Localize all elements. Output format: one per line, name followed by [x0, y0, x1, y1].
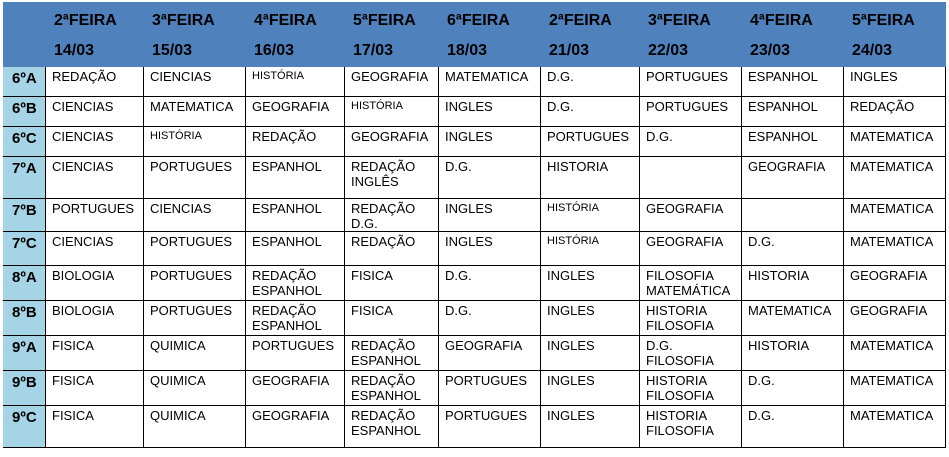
subject-name: MATEMATICA [850, 129, 934, 144]
subject-cell [541, 127, 640, 157]
subject-name: FISICA [52, 408, 94, 423]
subject-cell [46, 266, 144, 301]
subject-cell [144, 67, 246, 97]
day-name: 2ªFEIRA [549, 12, 612, 29]
subject-name: INGLES [547, 268, 595, 283]
subject-cell [144, 157, 246, 199]
subject-name: MATEMÁTICA [646, 283, 731, 298]
subject-cell [345, 67, 439, 97]
subject-cell [144, 199, 246, 232]
subject-name: REDAÇÃO [850, 99, 915, 114]
subject-cell [844, 266, 946, 301]
subject-name: D.G. [445, 268, 472, 283]
subject-name: MATEMATICA [445, 69, 529, 84]
day-header [345, 3, 439, 67]
class-label: 6ºC [4, 127, 46, 157]
subject-cell [742, 67, 844, 97]
class-label: 8ºA [4, 266, 46, 301]
subject-cell [246, 266, 345, 301]
subject-cell [439, 301, 541, 336]
subject-name: REDAÇÃO [252, 303, 317, 318]
subject-name: ESPANHOL [252, 283, 322, 298]
subject-name: FISICA [52, 373, 94, 388]
subject-cell [246, 127, 345, 157]
subject-name: PORTUGUES [445, 373, 528, 388]
subject-cell [46, 301, 144, 336]
subject-cell [439, 266, 541, 301]
subject-cell [742, 406, 844, 448]
subject-cell [144, 301, 246, 336]
subject-name: PORTUGUES [150, 159, 233, 174]
subject-cell [345, 336, 439, 371]
subject-cell [844, 336, 946, 371]
subject-cell [246, 157, 345, 199]
subject-cell [345, 199, 439, 232]
subject-cell [345, 97, 439, 127]
subject-cell [46, 157, 144, 199]
subject-name: INGLES [445, 129, 493, 144]
subject-cell [439, 127, 541, 157]
subject-cell [144, 266, 246, 301]
subject-cell [246, 67, 345, 97]
subject-name: HISTÓRIA [547, 202, 599, 214]
subject-name: INGLES [445, 99, 493, 114]
class-label: 7ºB [4, 199, 46, 232]
day-date: 23/03 [750, 42, 791, 59]
subject-cell [640, 406, 742, 448]
subject-name: REDAÇÃO [252, 129, 317, 144]
subject-name: BIOLOGIA [52, 303, 115, 318]
subject-cell [541, 67, 640, 97]
schedule-body [4, 67, 946, 448]
subject-name: INGLÊS [351, 174, 399, 189]
day-date: 21/03 [549, 42, 590, 59]
subject-cell [144, 127, 246, 157]
subject-cell [46, 232, 144, 266]
subject-name: GEOGRAFIA [351, 69, 429, 84]
class-label: 6ºB [4, 97, 46, 127]
subject-cell [742, 157, 844, 199]
subject-name: INGLES [445, 201, 493, 216]
subject-name: D.G. [547, 69, 574, 84]
subject-cell [640, 232, 742, 266]
day-name: 4ªFEIRA [254, 12, 317, 29]
subject-name: HISTORIA [748, 268, 810, 283]
day-date: 18/03 [447, 42, 488, 59]
day-header [246, 3, 345, 67]
day-date: 22/03 [648, 42, 689, 59]
subject-name: BIOLOGIA [52, 268, 115, 283]
subject-cell [541, 406, 640, 448]
subject-cell [844, 97, 946, 127]
subject-cell [46, 406, 144, 448]
subject-cell [742, 97, 844, 127]
subject-cell [541, 97, 640, 127]
subject-name: MATEMATICA [748, 303, 832, 318]
subject-name: REDAÇÃO [252, 268, 317, 283]
subject-name: INGLES [547, 338, 595, 353]
subject-name: FILOSOFIA [646, 353, 714, 368]
subject-name: HISTÓRIA [150, 130, 202, 142]
day-date: 16/03 [254, 42, 295, 59]
subject-name: PORTUGUES [150, 234, 233, 249]
exam-schedule-table [3, 2, 946, 448]
subject-cell [541, 266, 640, 301]
subject-name: CIENCIAS [52, 234, 114, 249]
class-label: 7ºA [4, 157, 46, 199]
class-label: 6ºA [4, 67, 46, 97]
subject-cell [541, 199, 640, 232]
subject-cell [439, 67, 541, 97]
subject-name: MATEMATICA [150, 99, 234, 114]
subject-name: INGLES [850, 69, 898, 84]
subject-cell [844, 232, 946, 266]
subject-cell [541, 232, 640, 266]
subject-cell [844, 301, 946, 336]
subject-name: GEOGRAFIA [850, 303, 928, 318]
subject-name: CIENCIAS [52, 159, 114, 174]
subject-name: ESPANHOL [748, 69, 818, 84]
class-label: 7ºC [4, 232, 46, 266]
subject-name: REDAÇÃO [351, 408, 416, 423]
subject-cell [246, 97, 345, 127]
subject-cell [742, 301, 844, 336]
subject-name: D.G. [547, 99, 574, 114]
subject-cell [541, 157, 640, 199]
subject-name: GEOGRAFIA [646, 201, 724, 216]
subject-cell [144, 336, 246, 371]
subject-name: MATEMATICA [850, 234, 934, 249]
subject-cell [439, 157, 541, 199]
day-date: 24/03 [852, 42, 893, 59]
day-date: 14/03 [54, 42, 95, 59]
subject-name: FILOSOFIA [646, 388, 714, 403]
subject-name: PORTUGUES [646, 69, 729, 84]
subject-name: MATEMATICA [850, 201, 934, 216]
day-date: 17/03 [353, 42, 394, 59]
subject-cell [640, 127, 742, 157]
day-header [144, 3, 246, 67]
subject-cell [541, 301, 640, 336]
schedule-row [4, 232, 946, 266]
subject-cell [345, 127, 439, 157]
subject-name: D.G. [748, 234, 775, 249]
subject-cell [246, 406, 345, 448]
subject-name: CIENCIAS [150, 69, 212, 84]
class-label: 9ºC [4, 406, 46, 448]
day-name: 5ªFEIRA [353, 12, 416, 29]
subject-cell [439, 97, 541, 127]
subject-cell [640, 97, 742, 127]
subject-cell [844, 199, 946, 232]
subject-name: HISTÓRIA [252, 70, 304, 82]
subject-name: FILOSOFIA [646, 318, 714, 333]
subject-cell [541, 371, 640, 406]
subject-name: CIENCIAS [52, 99, 114, 114]
subject-cell [246, 336, 345, 371]
subject-cell [246, 199, 345, 232]
subject-cell [844, 127, 946, 157]
schedule-row [4, 371, 946, 406]
class-label: 9ºA [4, 336, 46, 371]
subject-name: MATEMATICA [850, 408, 934, 423]
day-header [541, 3, 640, 67]
subject-name: REDAÇÃO [351, 234, 416, 249]
subject-name: HISTÓRIA [351, 100, 403, 112]
subject-name: REDAÇÃO [351, 159, 416, 174]
day-header [46, 3, 144, 67]
day-date: 15/03 [152, 42, 193, 59]
subject-name: D.G. [445, 159, 472, 174]
subject-name: D.G. [748, 373, 775, 388]
day-name: 4ªFEIRA [750, 12, 813, 29]
subject-name: PORTUGUES [445, 408, 528, 423]
subject-cell [439, 406, 541, 448]
subject-cell [246, 301, 345, 336]
subject-name: PORTUGUES [150, 268, 233, 283]
subject-cell [246, 232, 345, 266]
subject-name: ESPANHOL [252, 318, 322, 333]
subject-name: HISTORIA [646, 408, 708, 423]
subject-name: REDAÇÃO [351, 338, 416, 353]
subject-name: REDAÇÃO [52, 69, 117, 84]
subject-name: ESPANHOL [748, 129, 818, 144]
subject-name: D.G. [646, 129, 673, 144]
subject-cell [742, 336, 844, 371]
subject-name: FILOSOFIA [646, 423, 714, 438]
subject-cell [844, 157, 946, 199]
subject-name: GEOGRAFIA [646, 234, 724, 249]
subject-cell [439, 232, 541, 266]
subject-name: D.G. [445, 303, 472, 318]
subject-cell [742, 127, 844, 157]
class-label: 9ºB [4, 371, 46, 406]
subject-name: QUIMICA [150, 338, 206, 353]
subject-name: FISICA [52, 338, 94, 353]
schedule-row [4, 406, 946, 448]
subject-name: HISTORIA [748, 338, 810, 353]
subject-name: REDAÇÃO [351, 373, 416, 388]
subject-name: GEOGRAFIA [445, 338, 523, 353]
subject-name: GEOGRAFIA [252, 373, 330, 388]
subject-name: FISICA [351, 303, 393, 318]
subject-name: INGLES [547, 373, 595, 388]
subject-cell [144, 406, 246, 448]
subject-name: HISTORIA [547, 159, 609, 174]
subject-name: ESPANHOL [252, 201, 322, 216]
subject-cell [640, 67, 742, 97]
subject-cell [640, 336, 742, 371]
subject-cell [439, 199, 541, 232]
subject-name: INGLES [547, 303, 595, 318]
subject-name: MATEMATICA [850, 373, 934, 388]
subject-name: PORTUGUES [52, 201, 135, 216]
subject-name: ESPANHOL [351, 388, 421, 403]
subject-cell [844, 371, 946, 406]
subject-name: ESPANHOL [351, 423, 421, 438]
subject-cell [439, 336, 541, 371]
subject-cell [345, 371, 439, 406]
subject-name: D.G. [748, 408, 775, 423]
subject-name: ESPANHOL [252, 159, 322, 174]
subject-name: HISTORIA [646, 303, 708, 318]
subject-name: GEOGRAFIA [252, 408, 330, 423]
schedule-row [4, 97, 946, 127]
subject-name: ESPANHOL [252, 234, 322, 249]
subject-cell [742, 266, 844, 301]
schedule-row [4, 301, 946, 336]
subject-name: FILOSOFIA [646, 268, 714, 283]
day-header [640, 3, 742, 67]
subject-name: GEOGRAFIA [351, 129, 429, 144]
subject-name: HISTÓRIA [547, 235, 599, 247]
subject-cell [144, 232, 246, 266]
schedule-row [4, 199, 946, 232]
subject-cell [742, 199, 844, 232]
subject-name: INGLES [445, 234, 493, 249]
class-label: 8ºB [4, 301, 46, 336]
subject-cell [46, 336, 144, 371]
subject-name: HISTORIA [646, 373, 708, 388]
subject-cell [144, 97, 246, 127]
subject-name: D.G. [646, 338, 673, 353]
subject-cell [345, 157, 439, 199]
subject-cell [46, 371, 144, 406]
subject-cell [439, 371, 541, 406]
schedule-row [4, 266, 946, 301]
day-header [742, 3, 844, 67]
subject-name: FISICA [351, 268, 393, 283]
subject-name: CIENCIAS [52, 129, 114, 144]
subject-name: PORTUGUES [150, 303, 233, 318]
day-name: 2ªFEIRA [54, 12, 117, 29]
subject-cell [46, 127, 144, 157]
subject-cell [844, 406, 946, 448]
subject-cell [844, 67, 946, 97]
subject-cell [246, 371, 345, 406]
schedule-row [4, 67, 946, 97]
day-name: 6ªFEIRA [447, 12, 510, 29]
subject-cell [541, 336, 640, 371]
subject-name: GEOGRAFIA [252, 99, 330, 114]
subject-cell [742, 371, 844, 406]
subject-name: GEOGRAFIA [748, 159, 826, 174]
subject-name: CIENCIAS [150, 201, 212, 216]
subject-cell [345, 301, 439, 336]
subject-name: QUIMICA [150, 408, 206, 423]
subject-cell [640, 266, 742, 301]
subject-name: PORTUGUES [252, 338, 335, 353]
subject-name: D.G. [351, 216, 378, 231]
subject-name: MATEMATICA [850, 338, 934, 353]
subject-name: REDAÇÃO [351, 201, 416, 216]
subject-cell [345, 406, 439, 448]
day-name: 3ªFEIRA [648, 12, 711, 29]
subject-cell [345, 232, 439, 266]
schedule-row [4, 157, 946, 199]
subject-cell [742, 232, 844, 266]
subject-name: QUIMICA [150, 373, 206, 388]
corner-cell [4, 3, 46, 67]
subject-name: GEOGRAFIA [850, 268, 928, 283]
subject-name: ESPANHOL [748, 99, 818, 114]
subject-cell [46, 67, 144, 97]
day-name: 3ªFEIRA [152, 12, 215, 29]
subject-cell [640, 157, 742, 199]
subject-name: INGLES [547, 408, 595, 423]
day-header [844, 3, 946, 67]
subject-cell [46, 97, 144, 127]
schedule-row [4, 127, 946, 157]
schedule-row [4, 336, 946, 371]
subject-cell [46, 199, 144, 232]
subject-cell [144, 371, 246, 406]
day-header [439, 3, 541, 67]
subject-cell [640, 371, 742, 406]
day-name: 5ªFEIRA [852, 12, 915, 29]
header-row [4, 3, 946, 67]
subject-name: PORTUGUES [547, 129, 630, 144]
subject-cell [345, 266, 439, 301]
subject-cell [640, 199, 742, 232]
subject-name: PORTUGUES [646, 99, 729, 114]
subject-name: ESPANHOL [351, 353, 421, 368]
subject-cell [640, 301, 742, 336]
subject-name: MATEMATICA [850, 159, 934, 174]
